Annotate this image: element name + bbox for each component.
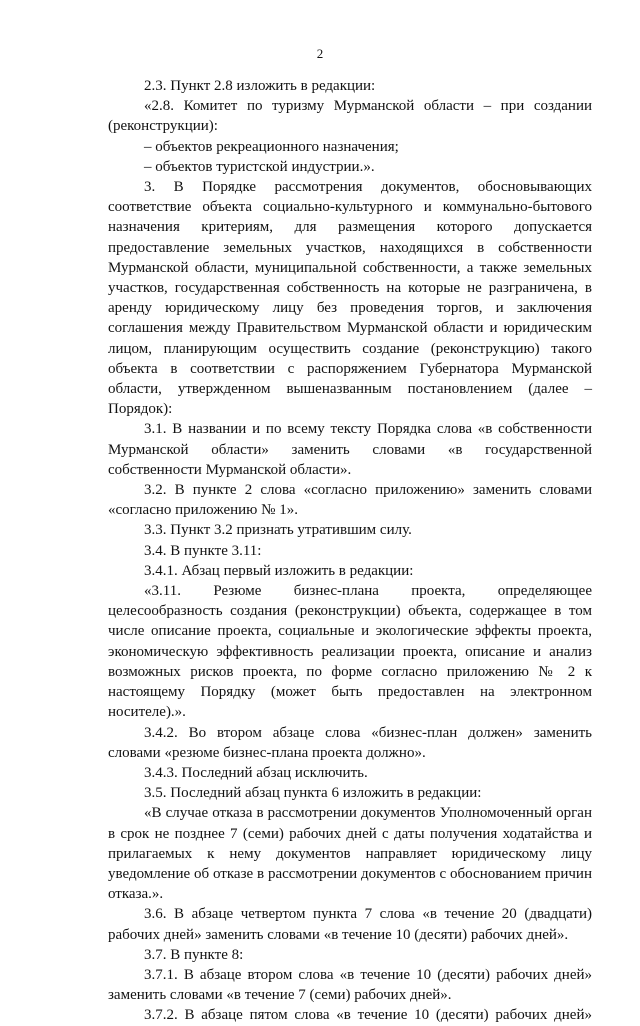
paragraph: 3.7. В пункте 8: bbox=[144, 946, 244, 963]
paragraph: 3.2. В пункте 2 слова «согласно приложению» заменить словами «согласно приложению № 1». bbox=[108, 482, 592, 519]
document-body bbox=[108, 76, 592, 1026]
paragraph: 3.4.2. Во втором абзаце слова «бизнес-план должен» заменить словами «резюме бизнес-плана проекта должно». bbox=[108, 724, 592, 761]
paragraph: 3.3. Пункт 3.2 признать утратившим силу. bbox=[144, 522, 412, 539]
paragraph: – объектов туристской индустрии.». bbox=[144, 158, 375, 175]
paragraph: «В случае отказа в рассмотрении документов Уполномоченный орган в срок не позднее 7 (семи) рабочих дней с даты получения ходатайства и прилагаемых к нему документов направляет юридическому лицу уведомление об отказе в рассмотрении документов с обоснованием причин отказа.». bbox=[108, 805, 592, 903]
paragraph: «2.8. Комитет по туризму Мурманской области – при создании (реконструкции): bbox=[108, 98, 592, 135]
paragraph: 3.6. В абзаце четвертом пункта 7 слова «в течение 20 (двадцати) рабочих дней» заменить словами «в течение 10 (десяти) рабочих дней». bbox=[108, 906, 592, 943]
paragraph: 3.7.1. В абзаце втором слова «в течение 10 (десяти) рабочих дней» заменить словами «в течение 7 (семи) рабочих дней». bbox=[108, 966, 592, 1004]
paragraph: 3.4. В пункте 3.11: bbox=[144, 542, 262, 559]
paragraph: 3.4.3. Последний абзац исключить. bbox=[144, 764, 368, 781]
paragraph: 3.4.1. Абзац первый изложить в редакции: bbox=[144, 562, 414, 579]
paragraph: 2.3. Пункт 2.8 изложить в редакции: bbox=[144, 78, 376, 94]
page-number: 2 bbox=[316, 46, 324, 61]
paragraph: 3.7.2. В абзаце пятом слова «в течение 10 (десяти) рабочих дней» bbox=[144, 1007, 592, 1024]
paragraph: 3.5. Последний абзац пункта 6 изложить в редакции: bbox=[144, 785, 482, 802]
paragraph: – объектов рекреационного назначения; bbox=[144, 138, 399, 155]
paragraph: 3. В Порядке рассмотрения документов, обосновывающих соответствие объекта социально-культурного и коммунально-бытового назначения критериям, для размещения которого допускается предоставление земельных участков, находящихся в собственности Мурманской области, муниципальной собственности, а также земельных участков, государственная собственность на которые не разграничена, в аренду юридическому лицу без проведения торгов, и заключения соглашения между Правительством Мурманской области и юридическим лицом, планирующим осуществить создание (реконструкцию) такого объекта в соответствии с распоряжением Губернатора Мурманской области, утвержденном вышеназванным постановлением (далее – Порядок): bbox=[108, 179, 592, 418]
paragraph: 3.1. В названии и по всему тексту Порядка слова «в собственности Мурманской области» заменить словами «в государственной собственности Мурманской области». bbox=[108, 421, 592, 478]
paragraph: «3.11. Резюме бизнес-плана проекта, определяющее целесообразность создания (реконструкции) объекта, содержащее в том числе описание проекта, социальные и экологические эффекты проекта, экономическую эффективность реализации проекта, описание и анализ возможных рисков проекта, по форме согласно приложению № 2 к настоящему Порядку (может быть предоставлен на электронном носителе).». bbox=[108, 583, 592, 721]
